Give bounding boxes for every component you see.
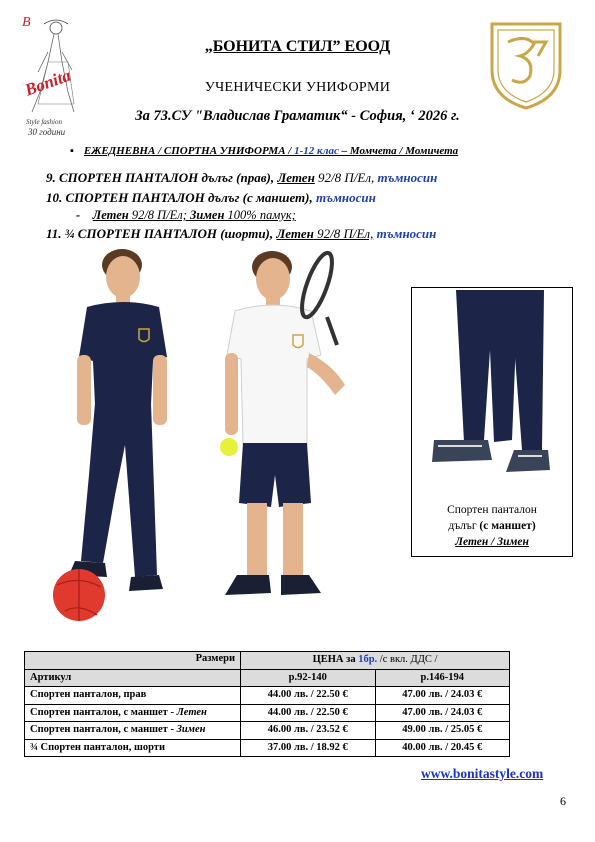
boy-white-polo-shorts-photo xyxy=(205,245,365,615)
cuffed-pants-photo xyxy=(414,290,570,486)
category-line: ▪ ЕЖЕДНЕВНА / СПОРТНА УНИФОРМА / 1-12 клас – Момчета / Момичета xyxy=(70,145,459,157)
item-11: 11. ¾ СПОРТЕН ПАНТАЛОН (шорти), Летен 92/8 П/Ел, тъмносин xyxy=(46,226,437,241)
table-row: ¾ Спортен панталон, шорти 37.00 лв. / 18.92 € 40.00 лв. / 20.45 € xyxy=(25,739,510,757)
logo-years: 30 години xyxy=(28,127,66,137)
price-table xyxy=(24,651,510,757)
header-price: ЦЕНА за 1бр. /с вкл. ДДС / xyxy=(241,652,510,670)
svg-text:Bonita: Bonita xyxy=(22,65,74,100)
size-col-1: р.92-140 xyxy=(241,669,376,687)
header-article: Артикул xyxy=(25,669,241,687)
table-row: Спортен панталон, с маншет - Летен 44.00 лв. / 22.50 € 47.00 лв. / 24.03 € xyxy=(25,704,510,722)
size-col-2: р.146-194 xyxy=(375,669,510,687)
boy-navy-uniform-photo xyxy=(45,245,185,625)
header-sizes: Размери xyxy=(25,652,241,670)
company-name: „БОНИТА СТИЛ” ЕООД xyxy=(204,38,391,55)
item-9: 9. СПОРТЕН ПАНТАЛОН дълъг (прав), Летен 92/8 П/Ел, тъмносин xyxy=(46,170,438,185)
grades: 1-12 клас xyxy=(294,145,339,157)
item-10-fabric: - Летен 92/8 П/Ел; Зимен 100% памук; xyxy=(76,208,296,222)
svg-text:B: B xyxy=(22,15,31,30)
school-emblem-logo xyxy=(488,20,564,110)
school-title: За 73.СУ "Владислав Граматик“ - София, ‘ 2026 г. xyxy=(135,108,460,124)
website-link[interactable]: www.bonitastyle.com xyxy=(421,766,544,781)
item-10: 10. СПОРТЕН ПАНТАЛОН дълъг (с маншет), тъмносин xyxy=(46,190,376,205)
photo-caption: Спортен панталон дълъг (с маншет) Летен / Зимен xyxy=(447,504,537,548)
table-row: Спортен панталон, прав 44.00 лв. / 22.50 € 47.00 лв. / 24.03 € xyxy=(25,687,510,705)
page-number: 6 xyxy=(560,794,566,808)
logo-subtext: Style fashion xyxy=(26,118,62,126)
table-row: Спортен панталон, с маншет - Зимен 46.00 лв. / 23.52 € 49.00 лв. / 25.05 € xyxy=(25,722,510,740)
document-subtitle: УЧЕНИЧЕСКИ УНИФОРМИ xyxy=(204,80,391,95)
bullet-icon: ▪ xyxy=(70,145,74,157)
